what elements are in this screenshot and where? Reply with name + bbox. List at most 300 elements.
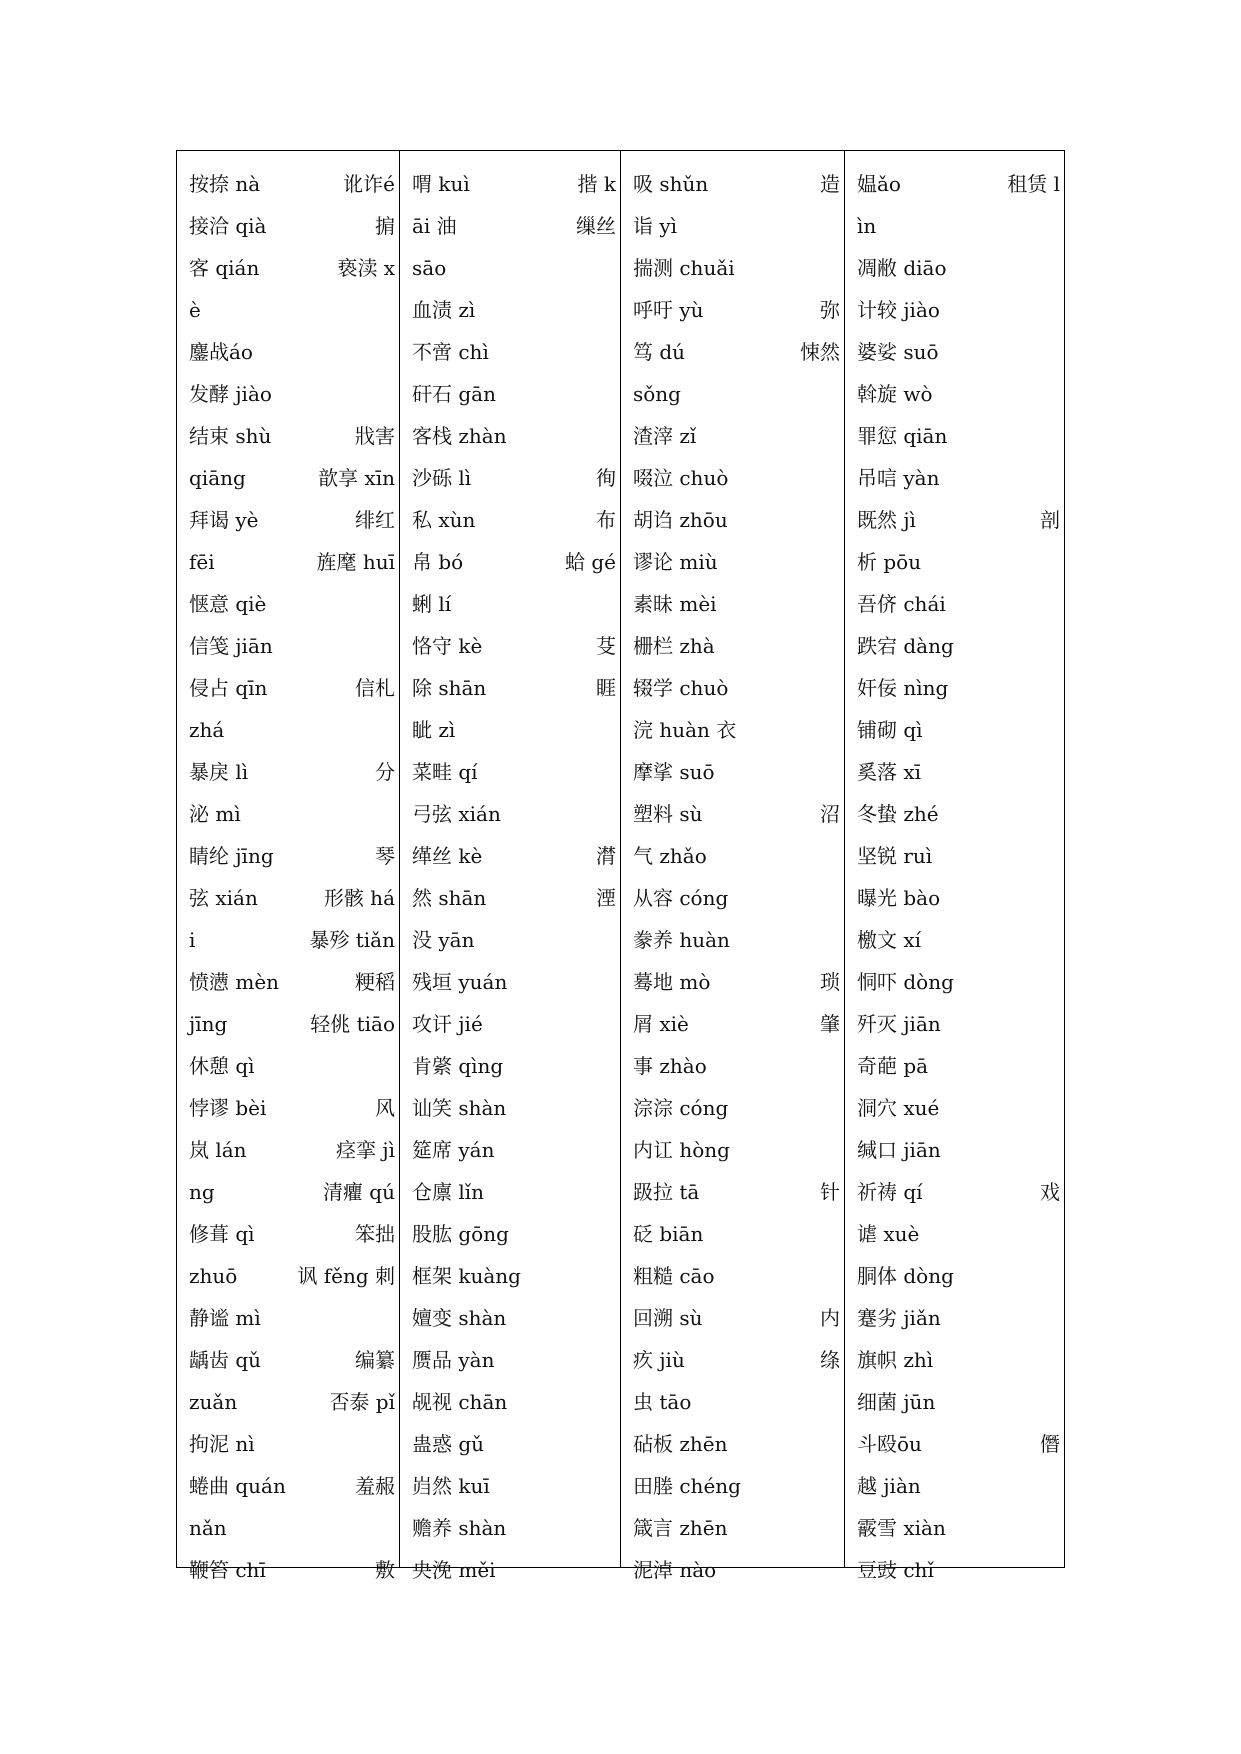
entry-left: 没 yān (412, 928, 475, 952)
table-line (177, 1003, 399, 1045)
table-line (621, 667, 844, 709)
vocabulary-table (176, 150, 1065, 1582)
table-line (177, 1213, 399, 1255)
entry-right: 敷 (375, 1558, 395, 1582)
entry-left: 岚 lán (189, 1138, 247, 1162)
table-line (177, 457, 399, 499)
table-line (177, 919, 399, 961)
entry-left: 弦 xián (189, 886, 258, 910)
entry-left: 菜畦 qí (412, 760, 478, 784)
table-line (621, 835, 844, 877)
entry-left: 从容 cóng (633, 886, 729, 910)
table-line (400, 1255, 620, 1297)
entry-right: 针 (820, 1180, 840, 1204)
entry-left: 缂丝 kè (412, 844, 483, 868)
table-line (845, 457, 1064, 499)
table-line (177, 1171, 399, 1213)
table-line (621, 709, 844, 751)
entry-right: 亵渎 x (337, 256, 395, 280)
table-line (177, 1507, 399, 1549)
table-line (845, 499, 1064, 541)
entry-right: 蛤 gé (565, 550, 616, 574)
entry-right: 讹诈é (343, 172, 395, 196)
entry-left: 侵占 qīn (189, 676, 268, 700)
table-line (177, 499, 399, 541)
entry-left: 渣滓 zǐ (633, 424, 697, 448)
table-line (400, 1339, 620, 1381)
table-line (177, 961, 399, 1003)
table-line (400, 499, 620, 541)
entry-right: 徇 (596, 466, 616, 490)
table-line (845, 877, 1064, 919)
table-line (845, 205, 1064, 247)
table-line (400, 667, 620, 709)
entry-left: 虫 tāo (633, 1390, 692, 1414)
table-line (621, 625, 844, 667)
entry-right: 戏 (1040, 1180, 1060, 1204)
table-line (177, 1381, 399, 1423)
entry-left: 休憩 qì (189, 1054, 255, 1078)
entry-left: 素昧 mèi (633, 592, 717, 616)
entry-right: 潸 (596, 844, 616, 868)
table-line (845, 919, 1064, 961)
table-line (400, 163, 620, 205)
entry-left: 攻讦 jié (412, 1012, 483, 1036)
table-line (845, 667, 1064, 709)
entry-left: 呼吁 yù (633, 298, 704, 322)
table-line (621, 1549, 844, 1591)
entry-right: 风 (375, 1096, 395, 1120)
entry-left: 鞭笞 chī (189, 1558, 266, 1582)
table-line (845, 1213, 1064, 1255)
table-line (177, 793, 399, 835)
table-column-1 (177, 151, 400, 1582)
entry-right: 缫丝 (576, 214, 616, 238)
entry-right: 湮 (596, 886, 616, 910)
table-line (400, 793, 620, 835)
table-line (621, 331, 844, 373)
table-line (621, 1129, 844, 1171)
table-line (177, 1549, 399, 1591)
table-line (177, 541, 399, 583)
table-line (177, 331, 399, 373)
entry-left: 弓弦 xián (412, 802, 501, 826)
entry-left: 私 xùn (412, 508, 476, 532)
entry-left: 歼灭 jiān (857, 1012, 941, 1036)
entry-left: 缄口 jiān (857, 1138, 941, 1162)
entry-right: 造 (820, 172, 840, 196)
table-line (845, 331, 1064, 373)
entry-left: 趿拉 tā (633, 1180, 700, 1204)
entry-left: 泥淖 nào (633, 1558, 717, 1582)
table-line (400, 625, 620, 667)
entry-left: 塑料 sù (633, 802, 703, 826)
table-line (400, 541, 620, 583)
entry-left: 蓦地 mò (633, 970, 711, 994)
table-line (621, 1339, 844, 1381)
table-line (621, 499, 844, 541)
table-line (400, 1045, 620, 1087)
entry-left: 蛊惑 gǔ (412, 1432, 485, 1456)
entry-right: 笨拙 (355, 1222, 395, 1246)
entry-left: āi 油 (412, 214, 457, 238)
entry-right: 戕害 (355, 424, 395, 448)
entry-left: 斗殴ōu (857, 1432, 922, 1456)
table-line (400, 1171, 620, 1213)
entry-right: 睚 (596, 676, 616, 700)
entry-left: zuǎn (189, 1390, 238, 1414)
entry-left: 股肱 gōng (412, 1222, 509, 1246)
entry-left: 不啻 chì (412, 340, 489, 364)
entry-left: 筵席 yán (412, 1138, 495, 1162)
entry-left: 信笺 jiān (189, 634, 273, 658)
entry-left: 既然 jì (857, 508, 916, 532)
table-line (621, 1507, 844, 1549)
table-line (621, 751, 844, 793)
entry-left: ng (189, 1180, 215, 1204)
table-line (400, 709, 620, 751)
entry-left: 砧板 zhēn (633, 1432, 728, 1456)
entry-left: 蜷曲 quán (189, 1474, 286, 1498)
entry-left: 觇视 chān (412, 1390, 508, 1414)
entry-right: 绯红 (355, 508, 395, 532)
entry-left: 洞穴 xué (857, 1096, 940, 1120)
entry-right: 歆享 xīn (318, 466, 395, 490)
table-line (845, 1003, 1064, 1045)
table-line (845, 1549, 1064, 1591)
table-line (400, 1549, 620, 1591)
entry-right: 揩 k (577, 172, 616, 196)
entry-left: 恪守 kè (412, 634, 483, 658)
table-line (845, 709, 1064, 751)
entry-left: 修葺 qì (189, 1222, 255, 1246)
entry-right: 肇 (820, 1012, 840, 1036)
table-line (621, 289, 844, 331)
entry-left: 奇葩 pā (857, 1054, 929, 1078)
table-line (177, 1045, 399, 1087)
entry-left: 央浼 měi (412, 1558, 496, 1582)
table-line (845, 751, 1064, 793)
entry-left: 斡旋 wò (857, 382, 933, 406)
entry-left: 蹇劣 jiǎn (857, 1306, 941, 1330)
entry-left: 矸石 gān (412, 382, 496, 406)
entry-right: 绦 (820, 1348, 840, 1372)
table-line (845, 415, 1064, 457)
entry-right: 弥 (820, 298, 840, 322)
table-line (621, 1087, 844, 1129)
table-line (845, 1171, 1064, 1213)
table-line (845, 1507, 1064, 1549)
table-line (845, 1297, 1064, 1339)
entry-left: i (189, 928, 196, 952)
table-line (177, 289, 399, 331)
entry-left: 祈祷 qí (857, 1180, 923, 1204)
table-line (177, 877, 399, 919)
table-line (621, 1381, 844, 1423)
entry-left: 鏖战áo (189, 340, 253, 364)
table-line (845, 1045, 1064, 1087)
entry-left: 除 shān (412, 676, 487, 700)
table-line (400, 1003, 620, 1045)
table-line (621, 415, 844, 457)
entry-left: 睛纶 jīng (189, 844, 274, 868)
table-line (177, 373, 399, 415)
entry-right: 分 (375, 760, 395, 784)
table-line (400, 1507, 620, 1549)
entry-left: 淙淙 cóng (633, 1096, 729, 1120)
entry-left: jīng (189, 1012, 228, 1036)
entry-left: 吸 shǔn (633, 172, 709, 196)
entry-left: qiāng (189, 466, 246, 490)
table-line (621, 961, 844, 1003)
entry-right: 轻佻 tiāo (310, 1012, 395, 1036)
entry-left: 旗帜 zhì (857, 1348, 934, 1372)
entry-left: 岿然 kuī (412, 1474, 490, 1498)
entry-right: 僭 (1040, 1432, 1060, 1456)
entry-left: 赡养 shàn (412, 1516, 507, 1540)
entry-left: sāo (412, 256, 447, 280)
table-line (400, 205, 620, 247)
table-line (621, 1465, 844, 1507)
entry-left: 箴言 zhēn (633, 1516, 728, 1540)
entry-left: 愤懑 mèn (189, 970, 280, 994)
entry-left: 凋敝 diāo (857, 256, 947, 280)
entry-left: 惬意 qiè (189, 592, 267, 616)
table-line (845, 625, 1064, 667)
table-line (400, 289, 620, 331)
table-line (845, 1423, 1064, 1465)
entry-left: 内讧 hòng (633, 1138, 730, 1162)
table-line (177, 835, 399, 877)
table-line (621, 373, 844, 415)
table-line (621, 877, 844, 919)
entry-right: 琐 (820, 970, 840, 994)
entry-left: 框架 kuàng (412, 1264, 521, 1288)
entry-left: 婆娑 suō (857, 340, 939, 364)
entry-left: 嬗变 shàn (412, 1306, 507, 1330)
table-line (400, 247, 620, 289)
entry-left: 砭 biān (633, 1222, 704, 1246)
table-line (177, 709, 399, 751)
entry-left: 揣测 chuǎi (633, 256, 735, 280)
table-line (845, 289, 1064, 331)
entry-right: 形骸 há (323, 886, 395, 910)
entry-left: 谬论 miù (633, 550, 718, 574)
table-line (400, 835, 620, 877)
entry-left: 计较 jiào (857, 298, 940, 322)
entry-left: 粗糙 cāo (633, 1264, 715, 1288)
entry-left: 浣 huàn 衣 (633, 718, 737, 742)
entry-left: 恫吓 dòng (857, 970, 954, 994)
table-line (845, 961, 1064, 1003)
table-line (621, 1213, 844, 1255)
entry-left: 事 zhào (633, 1054, 707, 1078)
entry-right: 编纂 (355, 1348, 395, 1372)
entry-left: 拜谒 yè (189, 508, 259, 532)
entry-right: 清癯 qú (322, 1180, 395, 1204)
table-line (845, 541, 1064, 583)
entry-left: ìn (857, 214, 877, 238)
entry-left: 然 shān (412, 886, 487, 910)
table-line (621, 919, 844, 961)
table-line (400, 1297, 620, 1339)
table-line (400, 583, 620, 625)
entry-left: 谑 xuè (857, 1222, 920, 1246)
table-line (400, 331, 620, 373)
entry-left: 吊唁 yàn (857, 466, 940, 490)
entry-right: 掮 (375, 214, 395, 238)
entry-left: 帛 bó (412, 550, 464, 574)
entry-left: 接洽 qià (189, 214, 267, 238)
entry-left: 屑 xiè (633, 1012, 689, 1036)
table-line (177, 1297, 399, 1339)
entry-left: 坚锐 ruì (857, 844, 933, 868)
entry-left: 肯綮 qìng (412, 1054, 504, 1078)
entry-left: 啜泣 chuò (633, 466, 729, 490)
table-line (621, 457, 844, 499)
entry-right: 悚然 (800, 340, 840, 364)
entry-left: 诣 yì (633, 214, 678, 238)
entry-right: 琴 (375, 844, 395, 868)
entry-left: 龋齿 qǔ (189, 1348, 262, 1372)
entry-left: 奚落 xī (857, 760, 922, 784)
table-line (400, 961, 620, 1003)
table-line (621, 1255, 844, 1297)
entry-left: 暴戾 lì (189, 760, 249, 784)
table-line (845, 163, 1064, 205)
table-line (400, 751, 620, 793)
entry-left: 霰雪 xiàn (857, 1516, 946, 1540)
entry-left: 豢养 huàn (633, 928, 730, 952)
entry-right: 讽 fěng 刺 (297, 1264, 395, 1288)
table-column-3 (621, 151, 845, 1582)
table-line (621, 1297, 844, 1339)
entry-right: 布 (596, 508, 616, 532)
table-column-2 (400, 151, 621, 1582)
entry-left: 媪ǎo (857, 172, 901, 196)
entry-right: 信札 (355, 676, 395, 700)
entry-left: 越 jiàn (857, 1474, 921, 1498)
table-line (400, 1087, 620, 1129)
table-line (177, 415, 399, 457)
entry-right: 粳稻 (355, 970, 395, 994)
table-line (177, 667, 399, 709)
entry-left: 吾侪 chái (857, 592, 946, 616)
entry-left: 铺砌 qì (857, 718, 923, 742)
entry-left: 笃 dú (633, 340, 686, 364)
entry-left: 奸佞 nìng (857, 676, 949, 700)
entry-left: 曝光 bào (857, 886, 941, 910)
entry-right: 沼 (820, 802, 840, 826)
entry-left: nǎn (189, 1516, 227, 1540)
table-line (177, 1255, 399, 1297)
table-line (177, 1423, 399, 1465)
table-line (177, 163, 399, 205)
entry-left: 沙砾 lì (412, 466, 472, 490)
entry-left: 喟 kuì (412, 172, 470, 196)
table-line (400, 415, 620, 457)
table-line (845, 835, 1064, 877)
table-line (400, 1213, 620, 1255)
entry-left: 悖谬 bèi (189, 1096, 267, 1120)
table-line (845, 1339, 1064, 1381)
table-line (845, 373, 1064, 415)
entry-left: 赝品 yàn (412, 1348, 495, 1372)
entry-left: 檄文 xí (857, 928, 922, 952)
entry-left: 按捺 nà (189, 172, 261, 196)
table-line (400, 877, 620, 919)
entry-right: 内 (820, 1306, 840, 1330)
entry-left: 豆豉 chǐ (857, 1558, 934, 1582)
table-line (845, 1255, 1064, 1297)
entry-left: 辍学 chuò (633, 676, 729, 700)
table-line (845, 1381, 1064, 1423)
table-line (400, 457, 620, 499)
entry-left: 血渍 zì (412, 298, 476, 322)
entry-left: 跌宕 dàng (857, 634, 954, 658)
entry-left: 栅栏 zhà (633, 634, 715, 658)
entry-left: 析 pōu (857, 550, 922, 574)
table-line (400, 373, 620, 415)
table-line (177, 625, 399, 667)
table-line (845, 583, 1064, 625)
entry-left: è (189, 298, 201, 322)
entry-left: 罪愆 qiān (857, 424, 948, 448)
table-line (177, 1087, 399, 1129)
entry-left: 摩挲 suō (633, 760, 715, 784)
entry-left: sǒng (633, 382, 681, 406)
entry-left: 发酵 jiào (189, 382, 272, 406)
table-line (845, 1087, 1064, 1129)
entry-left: 冬蛰 zhé (857, 802, 939, 826)
table-line (621, 1423, 844, 1465)
entry-left: 拘泥 nì (189, 1432, 255, 1456)
table-line (177, 205, 399, 247)
table-line (400, 1423, 620, 1465)
entry-left: 客栈 zhàn (412, 424, 507, 448)
entry-left: 蜊 lí (412, 592, 452, 616)
entry-left: zhuō (189, 1264, 238, 1288)
entry-left: 胴体 dòng (857, 1264, 954, 1288)
table-column-4 (845, 151, 1064, 1582)
table-line (621, 793, 844, 835)
table-line (177, 1465, 399, 1507)
entry-left: 仓廪 lǐn (412, 1180, 485, 1204)
entry-left: 田塍 chéng (633, 1474, 741, 1498)
table-line (621, 247, 844, 289)
entry-left: zhá (189, 718, 225, 742)
entry-left: 细菌 jūn (857, 1390, 936, 1414)
entry-left: 疚 jiù (633, 1348, 685, 1372)
entry-right: 否泰 pǐ (329, 1390, 395, 1414)
entry-left: 回溯 sù (633, 1306, 703, 1330)
entry-right: 旌麾 huī (316, 550, 395, 574)
table-line (845, 793, 1064, 835)
table-line (177, 247, 399, 289)
entry-left: fēi (189, 550, 215, 574)
entry-left: 眦 zì (412, 718, 456, 742)
table-line (845, 1465, 1064, 1507)
entry-left: 讪笑 shàn (412, 1096, 507, 1120)
entry-left: 气 zhǎo (633, 844, 707, 868)
entry-right: 痉挛 jì (336, 1138, 395, 1162)
table-line (177, 1129, 399, 1171)
table-line (400, 1129, 620, 1171)
table-line (621, 1171, 844, 1213)
table-line (621, 1003, 844, 1045)
entry-left: 静谧 mì (189, 1306, 261, 1330)
table-line (621, 205, 844, 247)
